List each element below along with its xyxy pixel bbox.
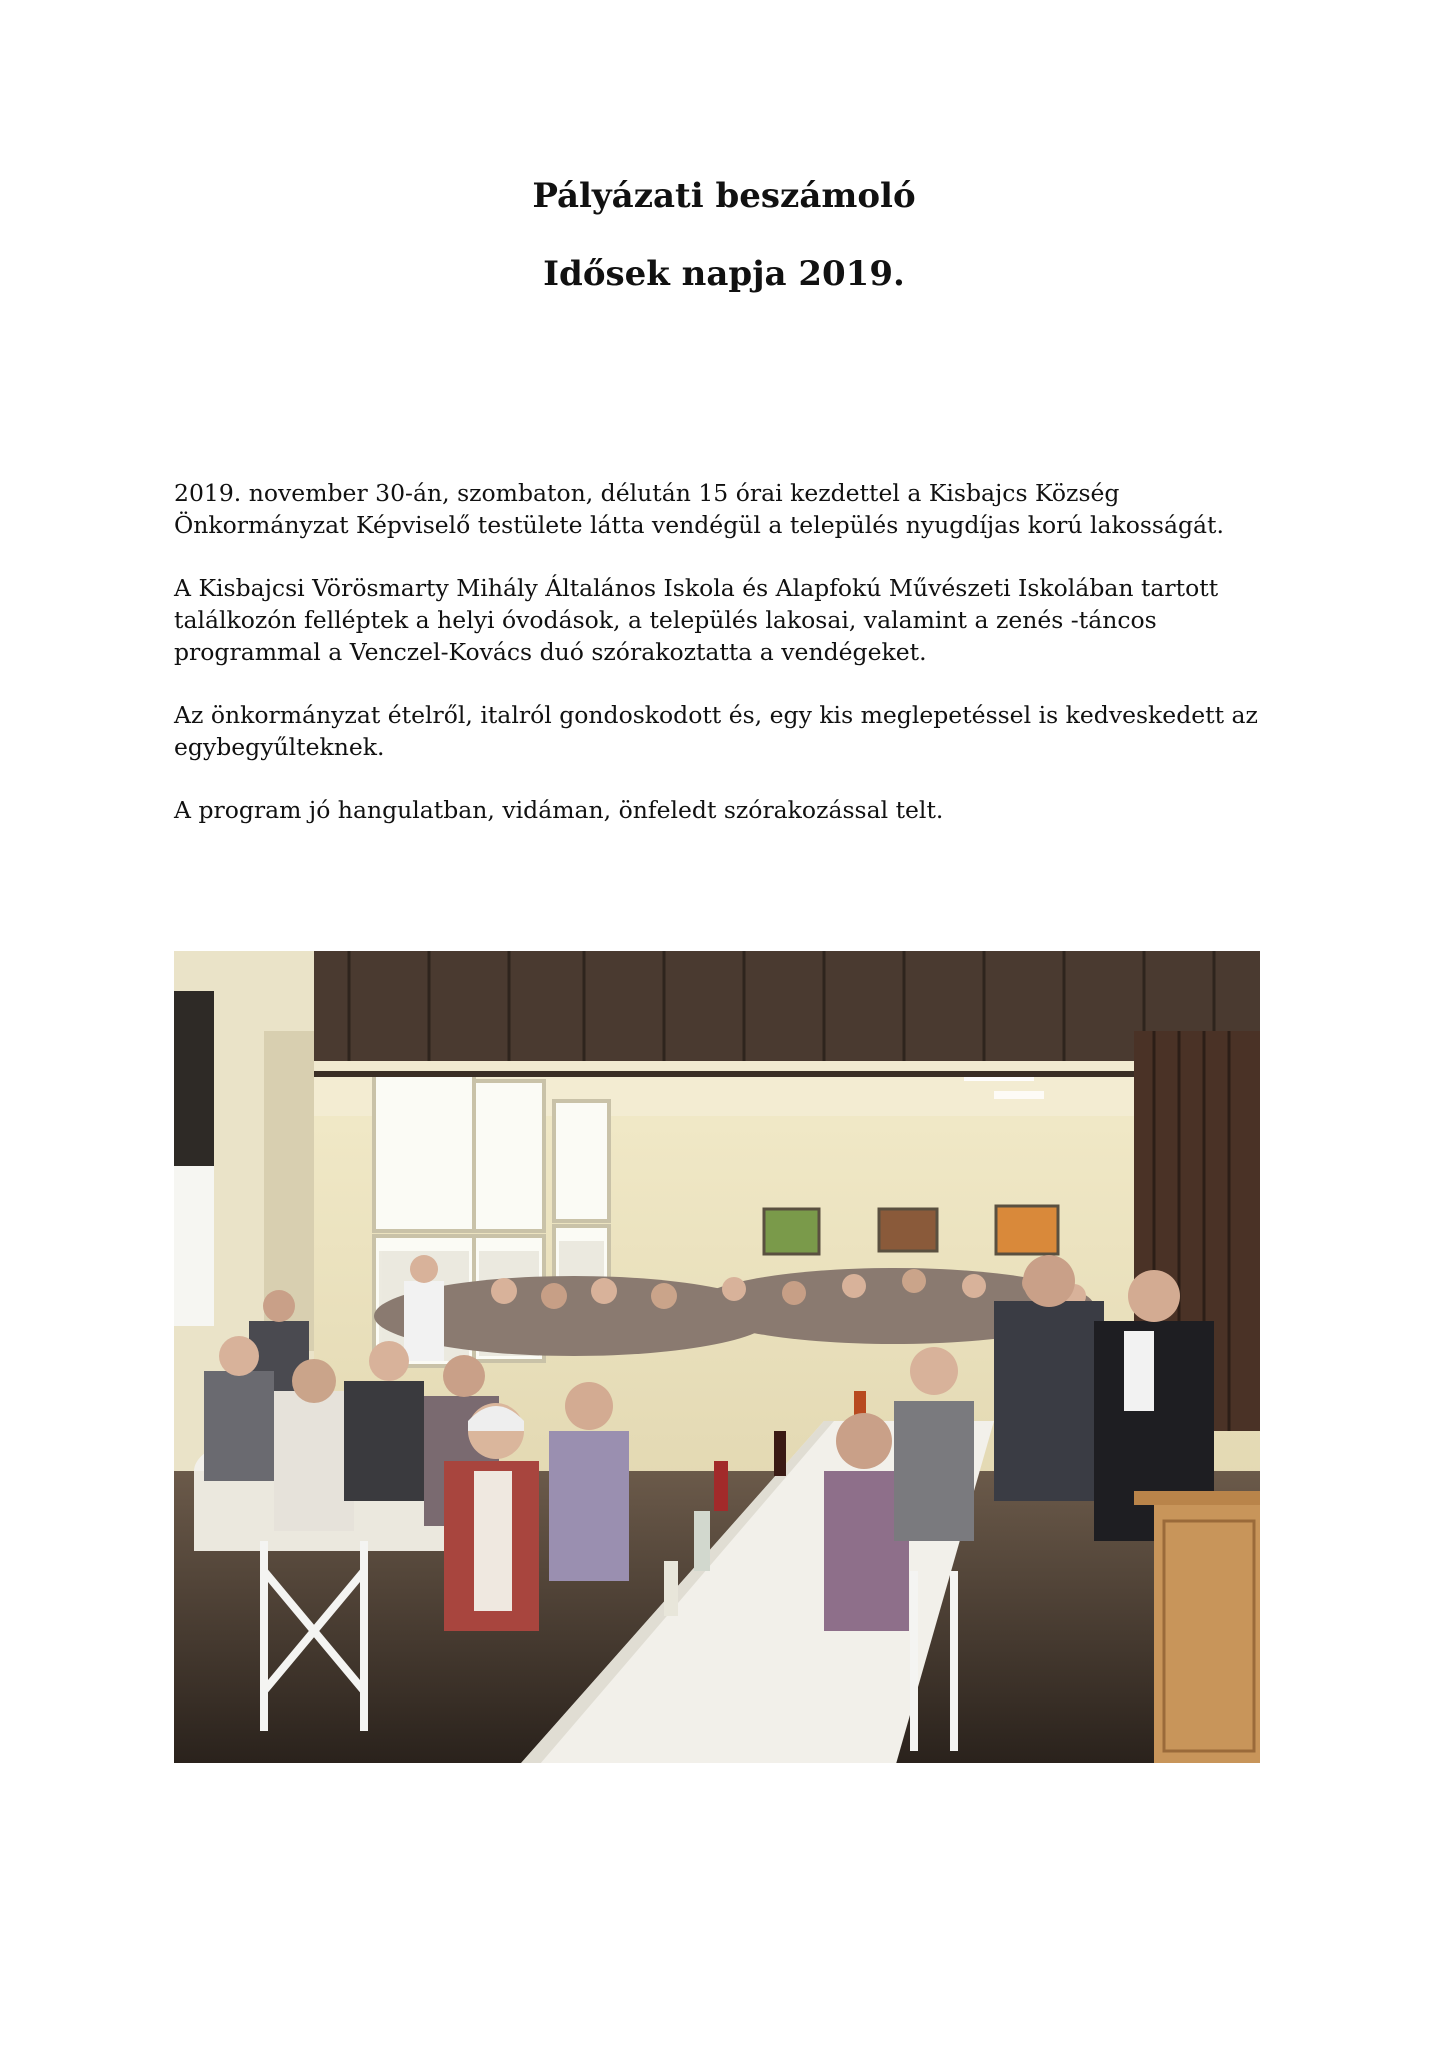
report-body: [174, 477, 1274, 857]
paragraph-catering: Az önkormányzat ételről, italról gondoskodott és, egy kis meglepetéssel is kedveskedett az egybegyűlteknek.: [174, 701, 1258, 761]
event-photo: [174, 951, 1260, 1763]
paragraph-event-intro: 2019. november 30-án, szombaton, délután 15 órai kezdettel a Kisbajcs Község Önkormányzat Képviselő testülete látta vendégül a település nyugdíjas korú lakosságát.: [174, 479, 1224, 539]
event-photo-illustration: [174, 951, 1260, 1763]
document-subtitle: Idősek napja 2019.: [543, 254, 905, 294]
paragraph-atmosphere: A program jó hangulatban, vidáman, önfeledt szórakozással telt.: [174, 796, 944, 824]
document-title: Pályázati beszámoló: [532, 176, 916, 216]
paragraph-program: A Kisbajcsi Vörösmarty Mihály Általános Iskola és Alapfokú Művészeti Iskolában tartott találkozón felléptek a helyi óvodások, a település lakosai, valamint a zenés -táncos programmal a Venczel-Kovács duó szórakoztatta a vendégeket.: [174, 574, 1219, 666]
